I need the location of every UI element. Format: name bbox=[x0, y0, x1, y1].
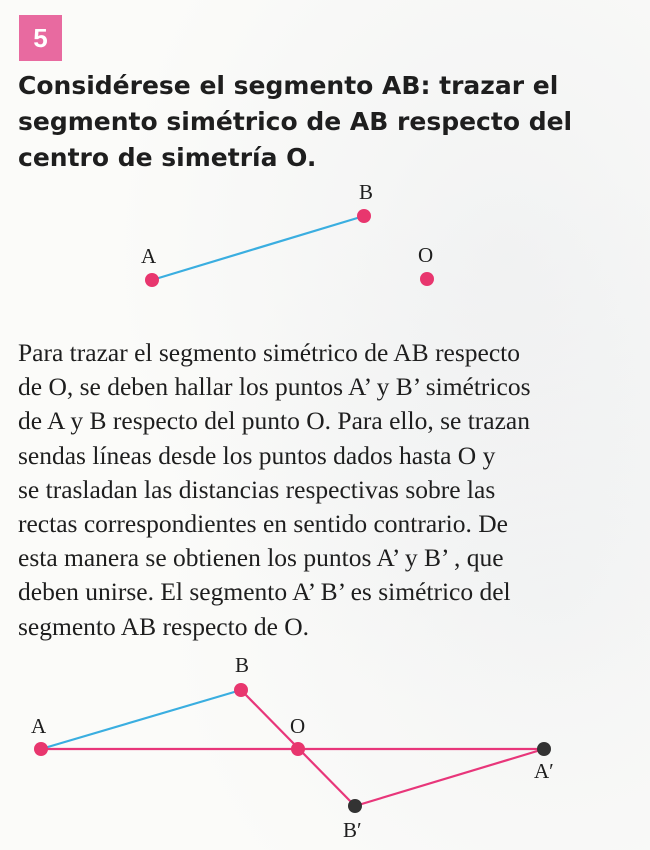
explanation-line: se trasladan las distancias respectivas sobre las bbox=[18, 474, 496, 504]
label-b-prime: B′ bbox=[343, 818, 362, 842]
label-b: B bbox=[359, 180, 374, 204]
explanation-line: de A y B respecto del punto O. Para ello, se trazan bbox=[18, 406, 530, 436]
point-o bbox=[291, 742, 305, 756]
label-a-prime: A′ bbox=[534, 759, 554, 783]
label-a: A bbox=[141, 244, 157, 268]
point-b bbox=[357, 209, 371, 223]
segment-a-prime-b-prime bbox=[355, 749, 544, 806]
explanation-line: Para trazar el segmento simétrico de AB respecto bbox=[18, 338, 521, 367]
point-a bbox=[34, 742, 48, 756]
problem-figure bbox=[0, 170, 650, 320]
explanation-line: sendas líneas desde los puntos dados hasta O y bbox=[18, 440, 496, 470]
explanation-line: esta manera se obtienen los puntos A’ y B’ , que bbox=[18, 543, 504, 573]
segment-ab bbox=[152, 216, 364, 280]
solution-figure bbox=[0, 645, 650, 850]
label-o: O bbox=[290, 714, 306, 738]
label-a: A bbox=[31, 714, 47, 738]
explanation-line: deben unirse. El segmento A’ B’ es simétrico del bbox=[18, 577, 511, 607]
point-b-prime bbox=[348, 799, 362, 813]
point-a-prime bbox=[537, 742, 551, 756]
explanation-line: segmento AB respecto de O. bbox=[18, 611, 310, 641]
point-b bbox=[234, 683, 248, 697]
point-o bbox=[420, 272, 434, 286]
exercise-statement: Considérese el segmento AB: trazar el segmento simétrico de AB respecto del centro de simetría O. bbox=[18, 71, 573, 172]
label-o: O bbox=[418, 243, 434, 267]
label-b: B bbox=[235, 653, 250, 677]
exercise-number: 5 bbox=[33, 22, 48, 53]
exercise-number-badge bbox=[19, 15, 62, 61]
explanation-paragraph bbox=[18, 336, 630, 644]
explanation-line: de O, se deben hallar los puntos A’ y B’ simétricos bbox=[18, 372, 531, 402]
point-a bbox=[145, 273, 159, 287]
segment-ab bbox=[41, 690, 241, 749]
explanation-line: rectas correspondientes en sentido contrario. De bbox=[18, 509, 508, 539]
